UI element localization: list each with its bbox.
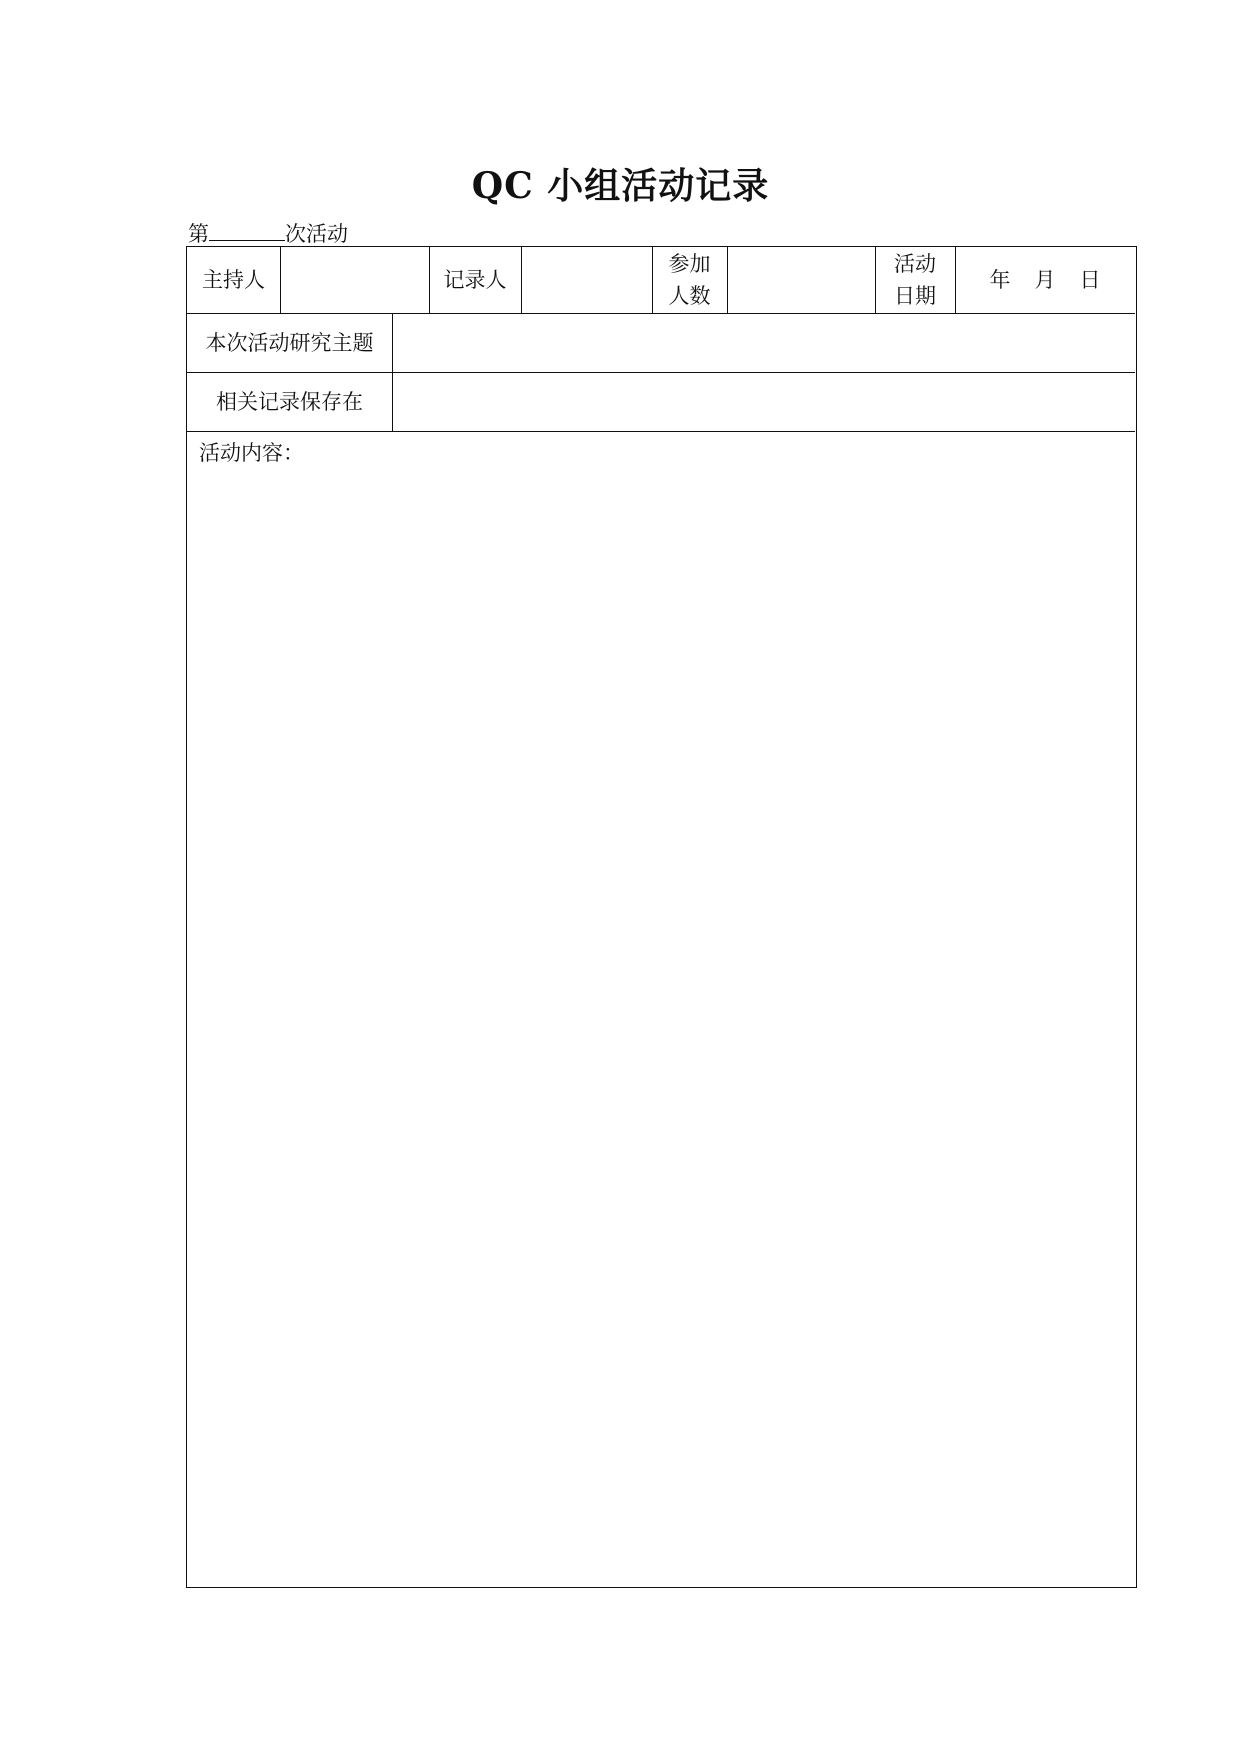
- records-location-field[interactable]: [392, 372, 1135, 431]
- topic-field[interactable]: [392, 313, 1135, 372]
- topic-label: 本次活动研究主题: [205, 330, 374, 355]
- content-label: 活动内容：: [199, 441, 304, 465]
- host-label: 主持人: [202, 268, 265, 292]
- date-label: [875, 247, 955, 313]
- recorder-field[interactable]: [521, 247, 652, 313]
- records-location-label: 相关记录保存在: [216, 389, 363, 414]
- date-field[interactable]: [955, 247, 1135, 313]
- participants-field[interactable]: [727, 247, 875, 313]
- date-label-line1: 活动: [894, 252, 936, 276]
- activity-record-table: [186, 246, 1137, 1588]
- participants-label-line1: 参加: [668, 252, 711, 276]
- date-year: 年: [989, 268, 1011, 292]
- session-number-line: [188, 218, 348, 248]
- session-number-blank[interactable]: [209, 220, 285, 241]
- participants-label-line2: 人数: [668, 284, 711, 308]
- date-label-line2: 日期: [894, 284, 936, 308]
- date-day: 日: [1079, 268, 1101, 292]
- recorder-label: 记录人: [443, 268, 507, 292]
- host-field[interactable]: [280, 247, 429, 313]
- row-divider: [187, 431, 1135, 432]
- session-prefix: 第: [188, 222, 209, 246]
- session-suffix: 次活动: [285, 222, 348, 246]
- date-month: 月: [1034, 268, 1056, 292]
- content-field[interactable]: [187, 469, 1135, 1585]
- document-title: QC 小组活动记录: [471, 165, 770, 207]
- participants-label: [652, 247, 727, 313]
